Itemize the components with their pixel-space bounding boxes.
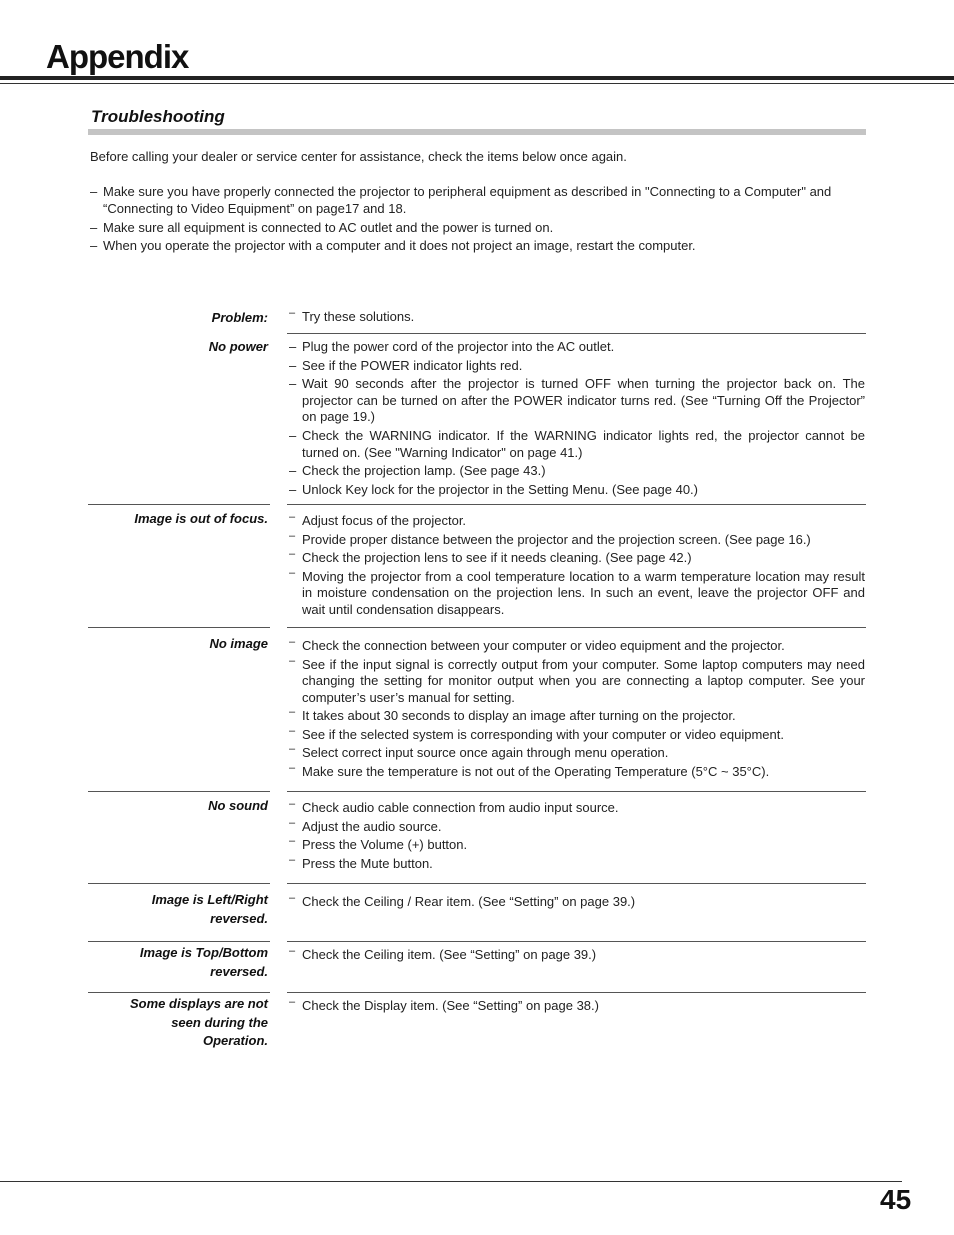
- section-rule: [88, 129, 866, 135]
- list-item: – Make sure all equipment is connected to AC outlet and the power is turned on.: [88, 219, 866, 236]
- solution-item: – Check the Ceiling / Rear item. (See “Setting” on page 39.): [287, 894, 865, 911]
- solution-header-list: [287, 309, 865, 328]
- pre-check-list: [88, 183, 866, 256]
- problem-label-line: Image is Top/Bottom: [139, 945, 268, 960]
- solution-item: – Plug the power cord of the projector into the AC outlet.: [287, 339, 865, 356]
- solution-item: – Press the Volume (+) button.: [287, 837, 865, 854]
- problem-label-line: Some displays are not: [130, 996, 268, 1011]
- row-divider: [287, 627, 866, 628]
- solution-list: [287, 339, 865, 500]
- problem-label-line: Image is Left/Right: [151, 892, 268, 907]
- page-title: Appendix: [46, 38, 189, 75]
- footer-rule: [0, 1181, 902, 1182]
- solution-header: – Try these solutions.: [287, 309, 865, 326]
- problem-label: [88, 891, 268, 928]
- problem-label: No image: [209, 636, 268, 651]
- solution-item: – Check the connection between your computer or video equipment and the projector.: [287, 638, 865, 655]
- row-divider: [88, 791, 270, 792]
- row-divider: [287, 883, 866, 884]
- problem-label: Image is out of focus.: [134, 511, 268, 526]
- problem-label: No power: [208, 339, 268, 354]
- problem-label-line: reversed.: [210, 910, 268, 926]
- row-divider: [88, 627, 270, 628]
- solution-list: [287, 894, 865, 913]
- solution-list: [287, 998, 865, 1017]
- row-divider: [88, 504, 270, 505]
- problem-label-line: Operation.: [202, 1033, 268, 1048]
- solution-list: [287, 638, 865, 782]
- solution-item: – Select correct input source once again through menu operation.: [287, 745, 865, 762]
- solution-item: – Adjust focus of the projector.: [287, 513, 865, 530]
- solution-item: – Check the Display item. (See “Setting” on page 38.): [287, 998, 865, 1015]
- solution-item: – It takes about 30 seconds to display an image after turning on the projector.: [287, 708, 865, 725]
- solution-item: – Check the projection lens to see if it needs cleaning. (See page 42.): [287, 550, 865, 567]
- solution-item: – Provide proper distance between the projector and the projection screen. (See page 16.): [287, 532, 865, 549]
- solution-item: – See if the input signal is correctly output from your computer. Some laptop computers may need changing the setting for monitor output when you are connecting a laptop computer. See your computer’s user’s manual for setting.: [287, 657, 865, 707]
- problem-header: Problem:: [211, 310, 268, 325]
- solution-list: [287, 800, 865, 874]
- solution-list: [287, 513, 865, 620]
- row-divider: [287, 992, 866, 993]
- solution-item: – Check audio cable connection from audio input source.: [287, 800, 865, 817]
- row-divider: [88, 992, 270, 993]
- intro-text: Before calling your dealer or service center for assistance, check the items below once again.: [90, 149, 627, 164]
- solution-item: – Wait 90 seconds after the projector is turned OFF when turning the projector back on. The projector can be turned on after the POWER indicator turns red. (See “Turning Off the Projector” on page 19.): [287, 376, 865, 426]
- row-divider: [287, 791, 866, 792]
- row-divider: [88, 883, 270, 884]
- problem-label-line: seen during the: [171, 1014, 268, 1030]
- section-title: Troubleshooting: [91, 107, 225, 126]
- title-rule: [0, 76, 954, 80]
- solution-item: – Press the Mute button.: [287, 856, 865, 873]
- title-rule-thin: [0, 83, 954, 84]
- problem-label-line: reversed.: [210, 963, 268, 979]
- row-divider: [287, 333, 866, 334]
- solution-item: – See if the selected system is corresponding with your computer or video equipment.: [287, 727, 865, 744]
- list-item: – Make sure you have properly connected the projector to peripheral equipment as described in "Connecting to a Computer" and “Connecting to Video Equipment” on page17 and 18.: [88, 183, 866, 217]
- solution-item: – Adjust the audio source.: [287, 819, 865, 836]
- row-divider: [287, 941, 866, 942]
- solution-item: – Check the projection lamp. (See page 43.): [287, 463, 865, 480]
- solution-item: – Moving the projector from a cool temperature location to a warm temperature location may result in moisture condensation on the projection lens. In such an event, leave the projector OFF and wait until condensation disappears.: [287, 569, 865, 619]
- list-item: – When you operate the projector with a computer and it does not project an image, restart the computer.: [88, 237, 866, 254]
- solution-item: – Make sure the temperature is not out of the Operating Temperature (5°C ~ 35°C).: [287, 764, 865, 781]
- row-divider: [88, 941, 270, 942]
- problem-label: [88, 944, 268, 981]
- problem-label: No sound: [208, 798, 268, 813]
- solution-item: – Check the WARNING indicator. If the WARNING indicator lights red, the projector cannot be turned on. (See "Warning Indicator" on page 41.): [287, 428, 865, 461]
- solution-item: – Unlock Key lock for the projector in the Setting Menu. (See page 40.): [287, 482, 865, 499]
- problem-label: [88, 995, 268, 1051]
- solution-item: – Check the Ceiling item. (See “Setting” on page 39.): [287, 947, 865, 964]
- page-number: 45: [880, 1184, 912, 1215]
- solution-item: – See if the POWER indicator lights red.: [287, 358, 865, 375]
- row-divider: [287, 504, 866, 505]
- solution-list: [287, 947, 865, 966]
